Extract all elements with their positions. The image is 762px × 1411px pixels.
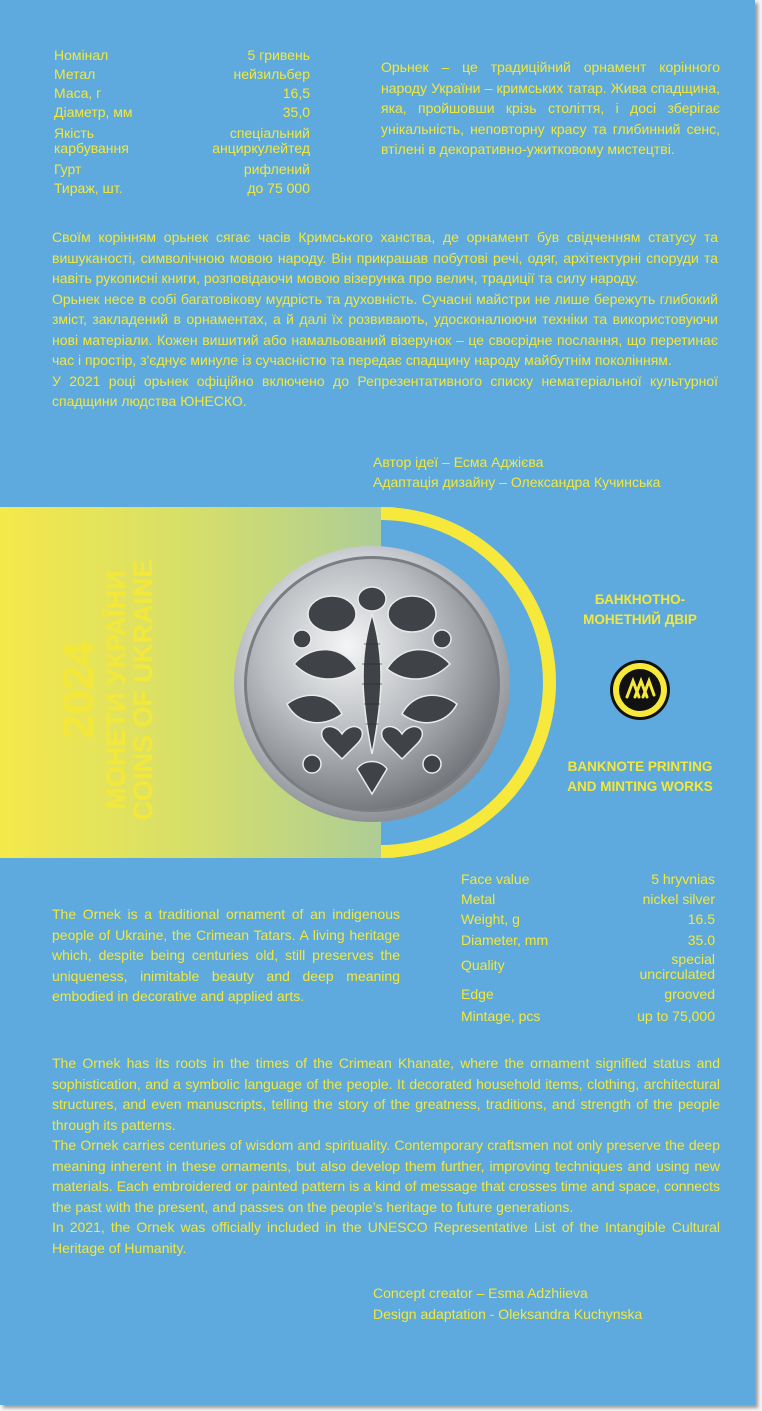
spec-label: Edge [461, 986, 494, 1002]
spec-label: Діаметр, мм [54, 104, 133, 120]
spec-label: Metal [461, 891, 496, 907]
title-ua: МОНЕТИ УКРАЇНИ [101, 570, 131, 810]
mint-ua-line: МОНЕТНИЙ ДВІР [583, 612, 697, 627]
spec-row [461, 910, 715, 930]
mint-en-line: AND MINTING WORKS [567, 779, 713, 794]
spec-label: Тираж, шт. [54, 180, 123, 196]
spec-row [54, 46, 310, 66]
spec-value: nickel silver [642, 891, 715, 907]
spec-value: up to 75,000 [637, 1008, 715, 1024]
intro-en: The Ornek is a traditional ornament of an indigenous people of Ukraine, the Crimean Tatars. A living heritage which, despite being centuries old, still preserves the uniqueness, inimitable beauty and deep meaning embodied in decorative and applied arts. [52, 906, 400, 1004]
spec-label: Якість карбування [54, 125, 129, 156]
title-en: COINS OF UKRAINE [128, 559, 158, 821]
body-ua [52, 227, 718, 412]
credit-ua-author: Автор ідеї – Есма Аджієва [373, 454, 544, 470]
body-ua-paragraph: Своїм корінням орьнек сягає часів Кримського ханства, де орнамент був свідченням статусу та вишуканості, символічною мовою народу. Він прикрашав побутові речі, одяг, архітектурні споруди та навіть рукописні книги, розповідаючи мовою візерунка про велич, традиції та силу народу. [52, 229, 718, 286]
spec-value: спеціальний анциркулейтед [212, 125, 310, 156]
spec-value: рифлений [243, 161, 310, 177]
spec-value: нейзильбер [233, 66, 310, 82]
mint-name-en [555, 757, 725, 797]
spec-label: Diameter, mm [461, 932, 549, 948]
mint-ua-line: БАНКНОТНО- [594, 592, 686, 607]
credit-en-design: Design adaptation - Oleksandra Kuchynska [373, 1306, 643, 1322]
spec-label: Номінал [54, 47, 109, 63]
coin-image [232, 544, 512, 824]
spec-value: 35,0 [282, 104, 310, 120]
spec-row [54, 179, 310, 199]
spec-label: Weight, g [461, 911, 520, 927]
spec-row [461, 985, 715, 1005]
spec-row [54, 65, 310, 85]
spec-row [461, 952, 715, 982]
body-ua-paragraph: У 2021 році орьнек офіційно включено до Репрезентативного списку нематеріальної культурної спадщини людства ЮНЕСКО. [52, 372, 718, 409]
mint-logo-icon [609, 659, 671, 721]
mint-en-line: BANKNOTE PRINTING [567, 759, 713, 774]
spec-value: grooved [664, 986, 715, 1002]
spec-row [54, 103, 310, 123]
spec-row [54, 126, 310, 158]
spec-value: 5 hryvnias [651, 871, 715, 887]
spec-value: 16,5 [282, 85, 310, 101]
spec-row [461, 870, 715, 890]
spec-row [461, 931, 715, 951]
specs-en-table [461, 870, 715, 1030]
spec-value: 16.5 [687, 911, 715, 927]
body-ua-paragraph: Орьнек несе в собі багатовікову мудрість та духовність. Сучасні майстри не лише бережуть глибокий зміст, закладений в орнаментах, а й далі їх розвивають, удосконалюючи техніки та використовуючи нові матеріали. Кожен вишитий або намальований візерунок – це своєрідне послання, що перетинає час і простір, з'єднує минуле із сучасністю та передає спадщину народу майбутнім поколінням. [52, 290, 718, 368]
body-en-paragraph: In 2021, the Ornek was officially included in the UNESCO Representative List of the Intangible Cultural Heritage of Humanity. [52, 1219, 720, 1256]
credit-en-author: Concept creator – Esma Adzhiieva [373, 1285, 588, 1301]
spec-label: Mintage, pcs [461, 1008, 541, 1024]
body-en-paragraph: The Ornek has its roots in the times of the Crimean Khanate, where the ornament signified status and sophistication, and a symbolic language of the people. It decorated household items, clothing, architectural structures, and even manuscripts, telling the story of the greatness, traditions, and strength of the people through its patterns. [52, 1055, 720, 1133]
body-en-paragraph: The Ornek carries centuries of wisdom and spirituality. Contemporary craftsmen not only preserve the deep meaning inherent in these ornaments, but also develop them further, improving techniques and using new materials. Each embroidered or painted pattern is a kind of message that crosses time and space, connects the past with the present, and passes on the people’s heritage to future generations. [52, 1137, 720, 1215]
spec-value: до 75 000 [247, 180, 310, 196]
spec-row [54, 84, 310, 104]
spec-label: Face value [461, 871, 530, 887]
spec-label: Маса, г [54, 85, 102, 101]
spec-label: Гурт [54, 161, 82, 177]
spec-value: special uncirculated [639, 951, 715, 982]
spec-value: 35.0 [687, 932, 715, 948]
spec-row [461, 890, 715, 910]
spec-label: Quality [461, 957, 505, 973]
mint-name-ua [570, 590, 710, 630]
body-en [52, 1053, 720, 1258]
intro-ua: Орьнек – це традиційний орнамент корінного народу України – кримських татар. Жива спадщина, яка, пройшовши крізь століття, і досі зберігає унікальність, неповторну красу та глибинний сенс, втілені в декоративно-ужитковому мистецтві. [381, 59, 720, 157]
spec-value: 5 гривень [247, 47, 310, 63]
spec-label: Метал [54, 66, 96, 82]
spec-row [54, 160, 310, 180]
year-label: 2024 [54, 641, 103, 739]
spec-row [461, 1007, 715, 1027]
credit-ua-design: Адаптація дизайну – Олександра Кучинська [373, 474, 661, 490]
specs-ua-table [54, 46, 310, 206]
